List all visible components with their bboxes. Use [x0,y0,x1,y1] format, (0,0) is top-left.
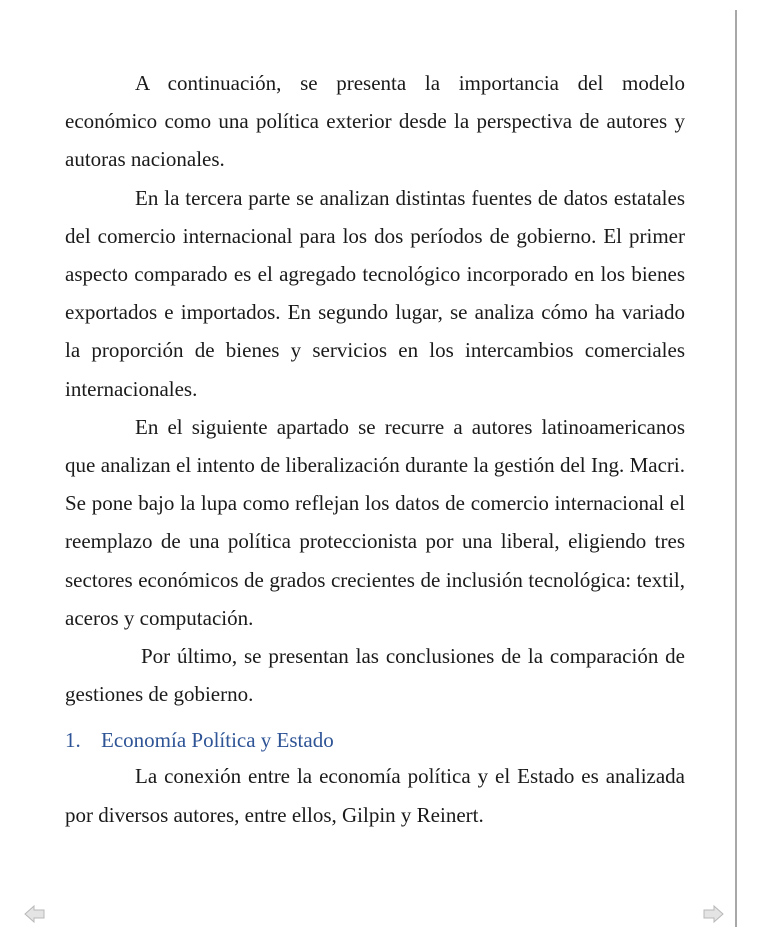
section-heading [65,723,685,757]
paragraph-conclusion: Por último, se presentan las conclusiones de la comparación de gestiones de gobierno. [65,644,685,707]
arrow-left-icon[interactable] [24,904,46,924]
paragraph-next-section: En el siguiente apartado se recurre a autores latinoamericanos que analizan el intento de liberalización durante la gestión del Ing. Macri. Se pone bajo la lupa como reflejan los datos de comercio internacional el reemplazo de una política proteccionista por una liberal, eligiendo tres sectores económicos de grados crecientes de inclusión tecnológica: textil, aceros y computación. [65,414,685,630]
page-edge-divider [735,10,737,927]
paragraph-section-1: La conexión entre la economía política y el Estado es analizada por diversos autores, entre ellos, Gilpin y Reinert. [65,764,685,827]
paragraph-intro: A continuación, se presenta la importancia del modelo económico como una política exterior desde la perspectiva de autores y autoras nacionales. [65,71,685,172]
section-number: 1. [65,728,81,753]
arrow-right-icon[interactable] [702,904,724,924]
paragraph-third-part: En la tercera parte se analizan distintas fuentes de datos estatales del comercio internacional para los dos períodos de gobierno. El primer aspecto comparado es el agregado tecnológico incorporado en los bienes exportados e importados. En segundo lugar, se analiza cómo ha variado la proporción de bienes y servicios en los intercambios comerciales internacionales. [65,185,685,401]
document-body [65,64,685,834]
section-title: Economía Política y Estado [101,728,334,753]
